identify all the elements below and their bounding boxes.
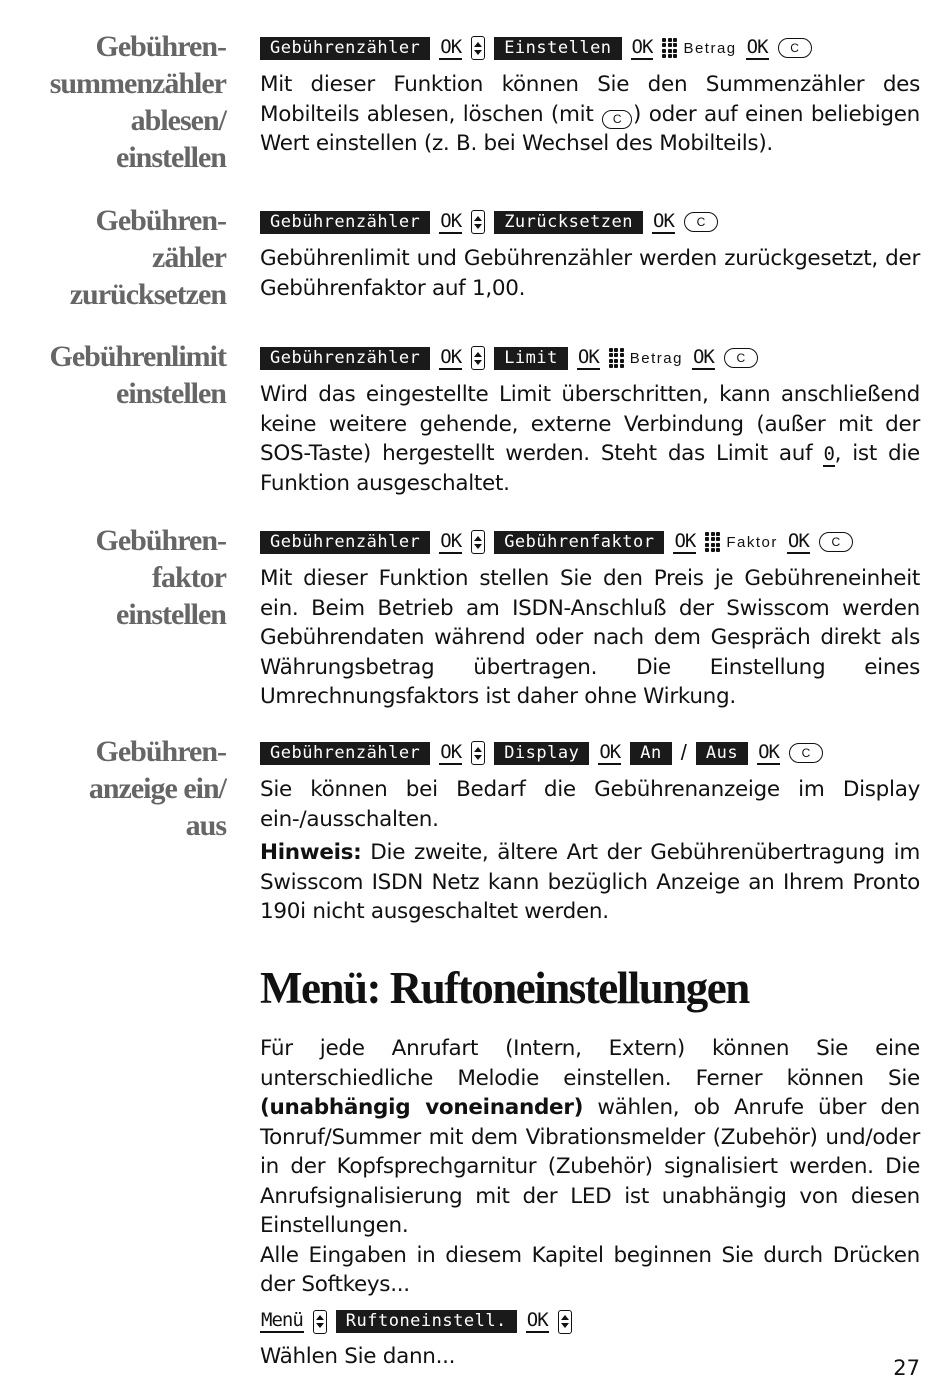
updown-arrow-icon[interactable] — [471, 36, 485, 60]
hint-paragraph: Hinweis: Die zweite, ältere Art der Gebührenübertragung im Swisscom ISDN Netz kann bezüglich Anzeige an Ihrem Pronto 190i nicht ausgeschaltet werden. — [260, 840, 920, 924]
page-number: 27 — [893, 1356, 920, 1380]
ok-softkey[interactable]: OK — [440, 740, 462, 763]
ok-softkey[interactable]: OK — [440, 529, 462, 552]
digit-zero: 0 — [823, 443, 835, 465]
c-key-icon[interactable]: C — [684, 212, 718, 232]
c-key-icon[interactable]: C — [819, 532, 853, 552]
ok-softkey[interactable]: OK — [599, 740, 621, 763]
display-key[interactable]: Gebührenzähler — [260, 742, 430, 765]
section-zuruecksetzen — [260, 206, 920, 303]
side-heading-summenzaehler: Gebühren- summenzähler ablesen/ einstellen — [49, 30, 226, 174]
paragraph: Wählen Sie dann... — [260, 1343, 456, 1369]
display-key[interactable]: Gebührenzähler — [260, 531, 430, 554]
side-heading-zuruecksetzen: Gebühren- zähler zurücksetzen — [69, 204, 226, 311]
paragraph: Für jede Anrufart (Intern, Extern) können Sie eine unterschiedliche Melodie einstellen. Ferner können Sie (unabhängig voneinander) wählen, ob Anrufe über den Tonruf/Summer mit dem Vibrationsmelder (Zubehör) und/oder in der Kopfsprechgarnitur (Zubehör) signalisiert werden. Die Anrufsignalisierung mit der LED ist unabhängig von diesen Einstellungen. — [260, 1036, 920, 1238]
display-key[interactable]: Limit — [494, 347, 568, 370]
section-summenzaehler — [260, 32, 920, 159]
display-key[interactable]: Gebührenzähler — [260, 211, 430, 234]
updown-arrow-icon[interactable] — [471, 530, 485, 554]
paragraph: Gebührenlimit und Gebührenzähler werden zurückgesetzt, der Gebührenfaktor auf 1,00. — [260, 246, 920, 301]
side-heading-gebuehrenfaktor: Gebühren- faktor einstellen — [95, 524, 226, 631]
menu-softkey[interactable]: Menü — [261, 1309, 303, 1331]
input-label: Betrag — [629, 349, 683, 367]
display-key[interactable]: Einstellen — [494, 37, 621, 60]
display-key[interactable]: Gebührenzähler — [260, 37, 430, 60]
input-label: Faktor — [726, 533, 778, 551]
section-gebuehrenlimit — [260, 342, 920, 498]
updown-arrow-icon[interactable] — [471, 741, 485, 765]
keypad-icon — [662, 38, 677, 59]
chapter-intro — [260, 1034, 920, 1371]
display-key[interactable]: Ruftoneinstell. — [336, 1310, 517, 1333]
c-key-icon[interactable]: C — [778, 38, 812, 58]
ok-softkey[interactable]: OK — [653, 209, 674, 232]
paragraph: Wird das eingestellte Limit überschritten, kann anschließend keine weitere gehende, externe Verbindung (außer mit der SOS-Taste) hergestellt werden. Steht das Limit auf 0, ist die Funktion ausgeschaltet. — [260, 382, 920, 496]
chapter-title: Menü: Ruftoneinstellungen — [260, 963, 749, 1013]
updown-arrow-icon[interactable] — [313, 1310, 327, 1334]
c-key-icon[interactable]: C — [724, 348, 758, 368]
ok-softkey[interactable]: OK — [526, 1309, 548, 1331]
ok-softkey[interactable]: OK — [746, 35, 768, 58]
key-sequence — [260, 32, 920, 64]
paragraph: Mit dieser Funktion können Sie den Summenzähler des Mobilteils ablesen, löschen (mit C ) oder auf einen beliebigen Wert einstellen (z. B. bei Wechsel des Mobilteils). — [260, 72, 920, 156]
paragraph: Sie können bei Bedarf die Gebührenanzeige im Display ein-/ausschalten. — [260, 777, 920, 832]
ok-softkey[interactable]: OK — [674, 529, 696, 552]
display-key-aus[interactable]: Aus — [696, 742, 748, 765]
display-key[interactable]: Gebührenzähler — [260, 347, 430, 370]
display-key-an[interactable]: An — [630, 742, 671, 765]
ok-softkey[interactable]: OK — [440, 35, 462, 58]
section-gebuehrenanzeige — [260, 737, 920, 927]
c-key-icon: C — [602, 110, 632, 129]
input-label: Betrag — [683, 39, 737, 57]
ok-softkey[interactable]: OK — [692, 345, 714, 368]
ok-softkey[interactable]: OK — [787, 529, 809, 552]
display-key[interactable]: Display — [494, 742, 589, 765]
key-sequence — [260, 737, 920, 769]
keypad-icon — [705, 532, 720, 553]
section-gebuehrenfaktor — [260, 526, 920, 712]
hint-label: Hinweis: — [260, 840, 362, 865]
ok-softkey[interactable]: OK — [631, 35, 653, 58]
paragraph: Mit dieser Funktion stellen Sie den Preis je Gebühreneinheit ein. Beim Betrieb am ISDN-Anschluß der Swisscom werden Gebührendaten während oder nach dem Gespräch direkt als Währungsbetrag übertragen. Die Einstellung eines Umrechnungsfaktors ist daher ohne Wirkung. — [260, 566, 920, 709]
key-sequence — [260, 342, 920, 374]
ok-softkey[interactable]: OK — [577, 345, 599, 368]
display-key[interactable]: Gebührenfaktor — [494, 531, 664, 554]
key-sequence — [260, 1306, 920, 1338]
paragraph: Alle Eingaben in diesem Kapitel beginnen Sie durch Drücken der Softkeys... — [260, 1242, 920, 1297]
ok-softkey[interactable]: OK — [440, 345, 462, 368]
key-sequence — [260, 526, 920, 558]
key-sequence — [260, 206, 920, 238]
updown-arrow-icon[interactable] — [558, 1310, 572, 1334]
c-key-icon[interactable]: C — [789, 743, 823, 763]
side-heading-gebuehrenanzeige: Gebühren- anzeige ein/ aus — [88, 735, 226, 842]
side-heading-gebuehrenlimit: Gebührenlimit einstellen — [49, 340, 226, 410]
separator: / — [680, 740, 687, 765]
keypad-icon — [609, 348, 624, 369]
ok-softkey[interactable]: OK — [440, 209, 462, 232]
updown-arrow-icon[interactable] — [471, 346, 485, 370]
ok-softkey[interactable]: OK — [758, 740, 779, 763]
updown-arrow-icon[interactable] — [471, 210, 485, 234]
display-key[interactable]: Zurücksetzen — [494, 211, 643, 234]
